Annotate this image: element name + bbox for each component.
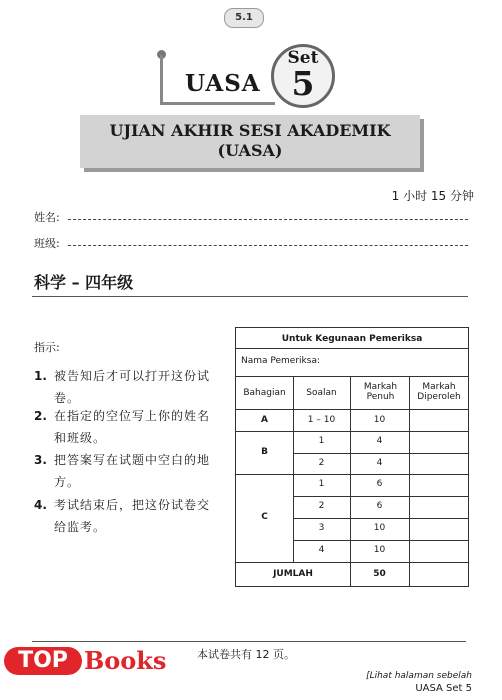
footer-divider xyxy=(32,641,466,642)
examiner-name-label: Nama Pemeriksa: xyxy=(241,356,320,366)
question-cell: 1 – 10 xyxy=(307,415,336,425)
full-marks-cell: 10 xyxy=(373,415,386,425)
class-field[interactable] xyxy=(68,245,468,246)
instructions-title: 指示: xyxy=(34,341,60,354)
divider xyxy=(32,296,468,297)
question-cell: 2 xyxy=(318,458,325,468)
instruction-item xyxy=(34,365,220,409)
question-cell: 4 xyxy=(318,545,325,555)
question-cell: 2 xyxy=(318,501,325,511)
decorative-horizontal-line xyxy=(160,102,275,105)
instruction-text: 在指定的空位写上你的姓名和班级。 xyxy=(54,409,211,445)
instruction-text: 考试结束后，把这份试卷交给监考。 xyxy=(54,498,211,534)
exam-duration: 1 小时 15 分钟 xyxy=(391,189,474,203)
marks-obtained-column[interactable] xyxy=(410,410,468,562)
exam-title-line2: (UASA) xyxy=(217,141,283,160)
topbooks-logo-top: TOP xyxy=(4,647,82,675)
full-marks-cell: 6 xyxy=(376,479,383,489)
uasa-title: UASA xyxy=(185,70,261,97)
question-cell: 3 xyxy=(318,523,325,533)
header-question: Soalan xyxy=(306,388,337,398)
section-a: A xyxy=(261,415,268,425)
total-label: JUMLAH xyxy=(273,569,313,579)
table-line xyxy=(236,376,468,377)
decorative-vertical-line xyxy=(160,55,163,105)
instruction-number: 1. xyxy=(34,369,47,383)
header-full-marks: Markah Penuh xyxy=(363,382,398,402)
table-line xyxy=(236,348,468,349)
instruction-item xyxy=(34,449,220,493)
full-marks-cell: 4 xyxy=(376,458,383,468)
header-section: Bahagian xyxy=(243,388,286,398)
instruction-text: 被告知后才可以打开这份试卷。 xyxy=(54,369,211,405)
instruction-item xyxy=(34,405,220,449)
section-c: C xyxy=(261,512,268,522)
section-b: B xyxy=(261,447,268,457)
examiner-table xyxy=(235,327,469,587)
topbooks-logo-books: Books xyxy=(84,646,167,675)
full-marks-cell: 6 xyxy=(376,501,383,511)
table-title: Untuk Kegunaan Pemeriksa xyxy=(281,334,423,344)
total-value: 50 xyxy=(373,569,386,579)
instruction-number: 3. xyxy=(34,453,47,467)
page-count: 本试卷共有 12 页。 xyxy=(197,648,295,661)
question-cell: 1 xyxy=(318,479,325,489)
set-label: Set xyxy=(287,48,319,68)
full-marks-cell: 4 xyxy=(376,436,383,446)
instruction-number: 4. xyxy=(34,498,47,512)
exam-title-banner xyxy=(80,115,420,168)
name-label: 姓名: xyxy=(34,211,60,224)
instruction-text: 把答案写在试题中空白的地方。 xyxy=(54,453,211,489)
full-marks-cell: 10 xyxy=(373,545,386,555)
set-number: 5 xyxy=(291,64,315,103)
name-field[interactable] xyxy=(68,219,468,220)
header-marks-obtained: Markah Diperoleh xyxy=(417,382,461,402)
full-marks-cell: 10 xyxy=(373,523,386,533)
set-reference: UASA Set 5 xyxy=(415,683,472,694)
class-label: 班级: xyxy=(34,237,60,250)
instruction-number: 2. xyxy=(34,409,47,423)
next-page-note: [Lihat halaman sebelah xyxy=(366,671,472,681)
question-cell: 1 xyxy=(318,436,325,446)
table-line xyxy=(293,376,294,562)
page-number-badge: 5.1 xyxy=(224,8,264,28)
total-obtained-cell[interactable] xyxy=(410,563,468,586)
subject-title: 科学 – 四年级 xyxy=(34,273,134,292)
exam-title-line1: UJIAN AKHIR SESI AKADEMIK xyxy=(109,121,391,140)
instruction-item xyxy=(34,494,220,538)
